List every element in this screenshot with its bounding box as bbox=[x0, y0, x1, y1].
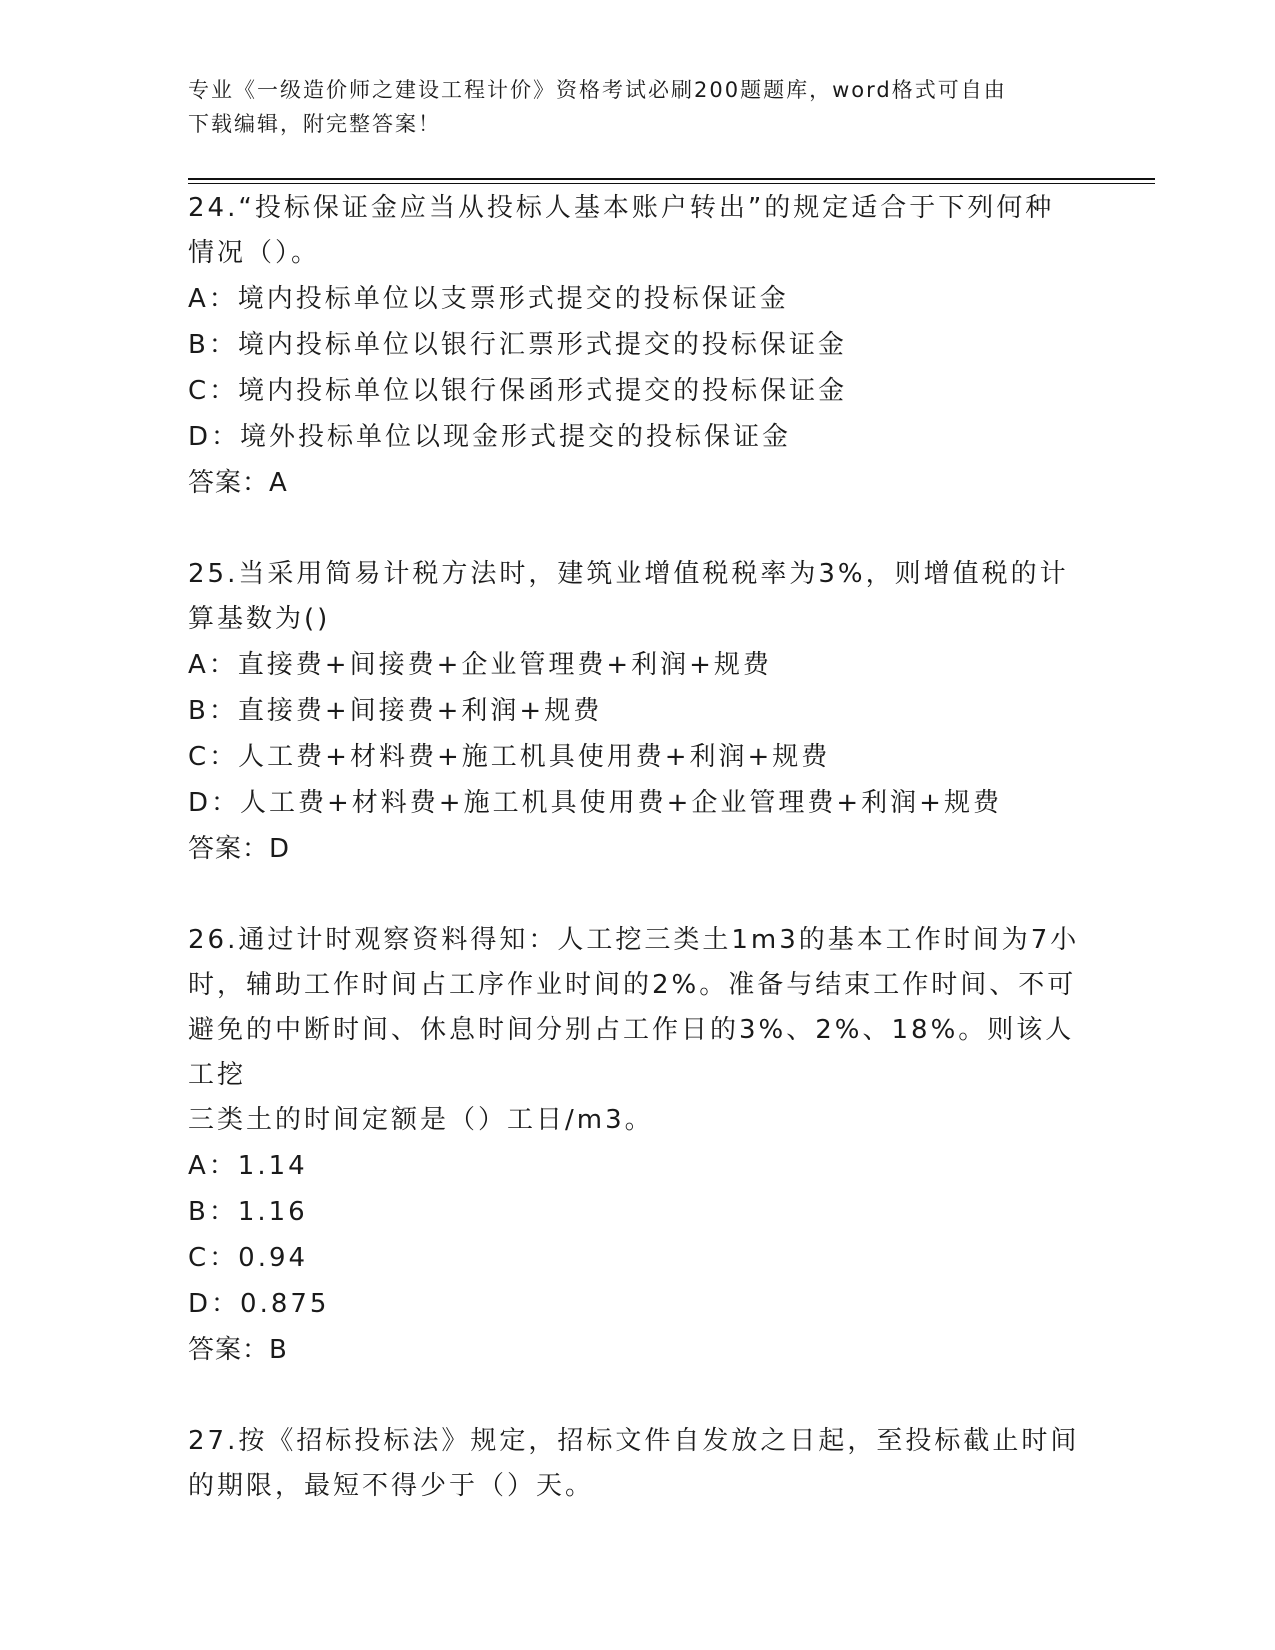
option-b: B：直接费+间接费+利润+规费 bbox=[188, 696, 603, 726]
question-stem bbox=[188, 186, 1088, 276]
header-line-2: 下载编辑，附完整答案！ bbox=[188, 112, 441, 136]
stem-line: 三类土的时间定额是（）工日/m3。 bbox=[188, 1105, 654, 1135]
document-header bbox=[188, 73, 1088, 141]
question-24 bbox=[188, 186, 1088, 506]
question-stem bbox=[188, 552, 1088, 642]
stem-line: 27.按《招标投标法》规定，招标文件自发放之日起，至投标截止时间 bbox=[188, 1426, 1080, 1456]
option-c: C：0.94 bbox=[188, 1243, 309, 1273]
question-27 bbox=[188, 1419, 1088, 1509]
option-c: C：人工费+材料费+施工机具使用费+利润+规费 bbox=[188, 742, 831, 772]
stem-line: 情况（）。 bbox=[188, 238, 321, 268]
stem-line: 25.当采用简易计税方法时，建筑业增值税税率为3%，则增值税的计 bbox=[188, 559, 1069, 589]
header-line-1: 专业《一级造价师之建设工程计价》资格考试必刷200题题库，word格式可自由 bbox=[188, 78, 1007, 102]
stem-line: 26.通过计时观察资料得知：人工挖三类土1m3的基本工作时间为7小 bbox=[188, 925, 1080, 955]
answer: 答案：A bbox=[188, 468, 288, 498]
option-b: B：境内投标单位以银行汇票形式提交的投标保证金 bbox=[188, 330, 847, 360]
option-list bbox=[188, 642, 1088, 826]
answer: 答案：D bbox=[188, 834, 291, 864]
stem-line: 算基数为() bbox=[188, 604, 331, 634]
question-25 bbox=[188, 552, 1088, 872]
stem-line: 的期限，最短不得少于（）天。 bbox=[188, 1471, 595, 1501]
stem-line: 24.“投标保证金应当从投标人基本账户转出”的规定适合于下列何种 bbox=[188, 193, 1055, 223]
option-d: D：0.875 bbox=[188, 1289, 330, 1319]
question-stem bbox=[188, 918, 1088, 1143]
stem-line: 避免的中断时间、休息时间分别占工作日的3%、2%、18%。则该人工挖 bbox=[188, 1015, 1075, 1090]
option-a: A：直接费+间接费+企业管理费+利润+规费 bbox=[188, 650, 772, 680]
option-list bbox=[188, 1143, 1088, 1327]
option-a: A：境内投标单位以支票形式提交的投标保证金 bbox=[188, 284, 789, 314]
option-c: C：境内投标单位以银行保函形式提交的投标保证金 bbox=[188, 376, 848, 406]
question-list bbox=[188, 186, 1088, 1509]
stem-line: 时，辅助工作时间占工序作业时间的2%。准备与结束工作时间、不可 bbox=[188, 970, 1077, 1000]
option-b: B：1.16 bbox=[188, 1197, 308, 1227]
header-divider-thin bbox=[188, 183, 1155, 184]
question-stem bbox=[188, 1419, 1088, 1509]
option-d: D：人工费+材料费+施工机具使用费+企业管理费+利润+规费 bbox=[188, 788, 1002, 818]
answer: 答案：B bbox=[188, 1335, 288, 1365]
option-d: D：境外投标单位以现金形式提交的投标保证金 bbox=[188, 422, 792, 452]
header-divider-thick bbox=[188, 178, 1155, 180]
option-list bbox=[188, 276, 1088, 460]
question-26 bbox=[188, 918, 1088, 1373]
option-a: A：1.14 bbox=[188, 1151, 308, 1181]
